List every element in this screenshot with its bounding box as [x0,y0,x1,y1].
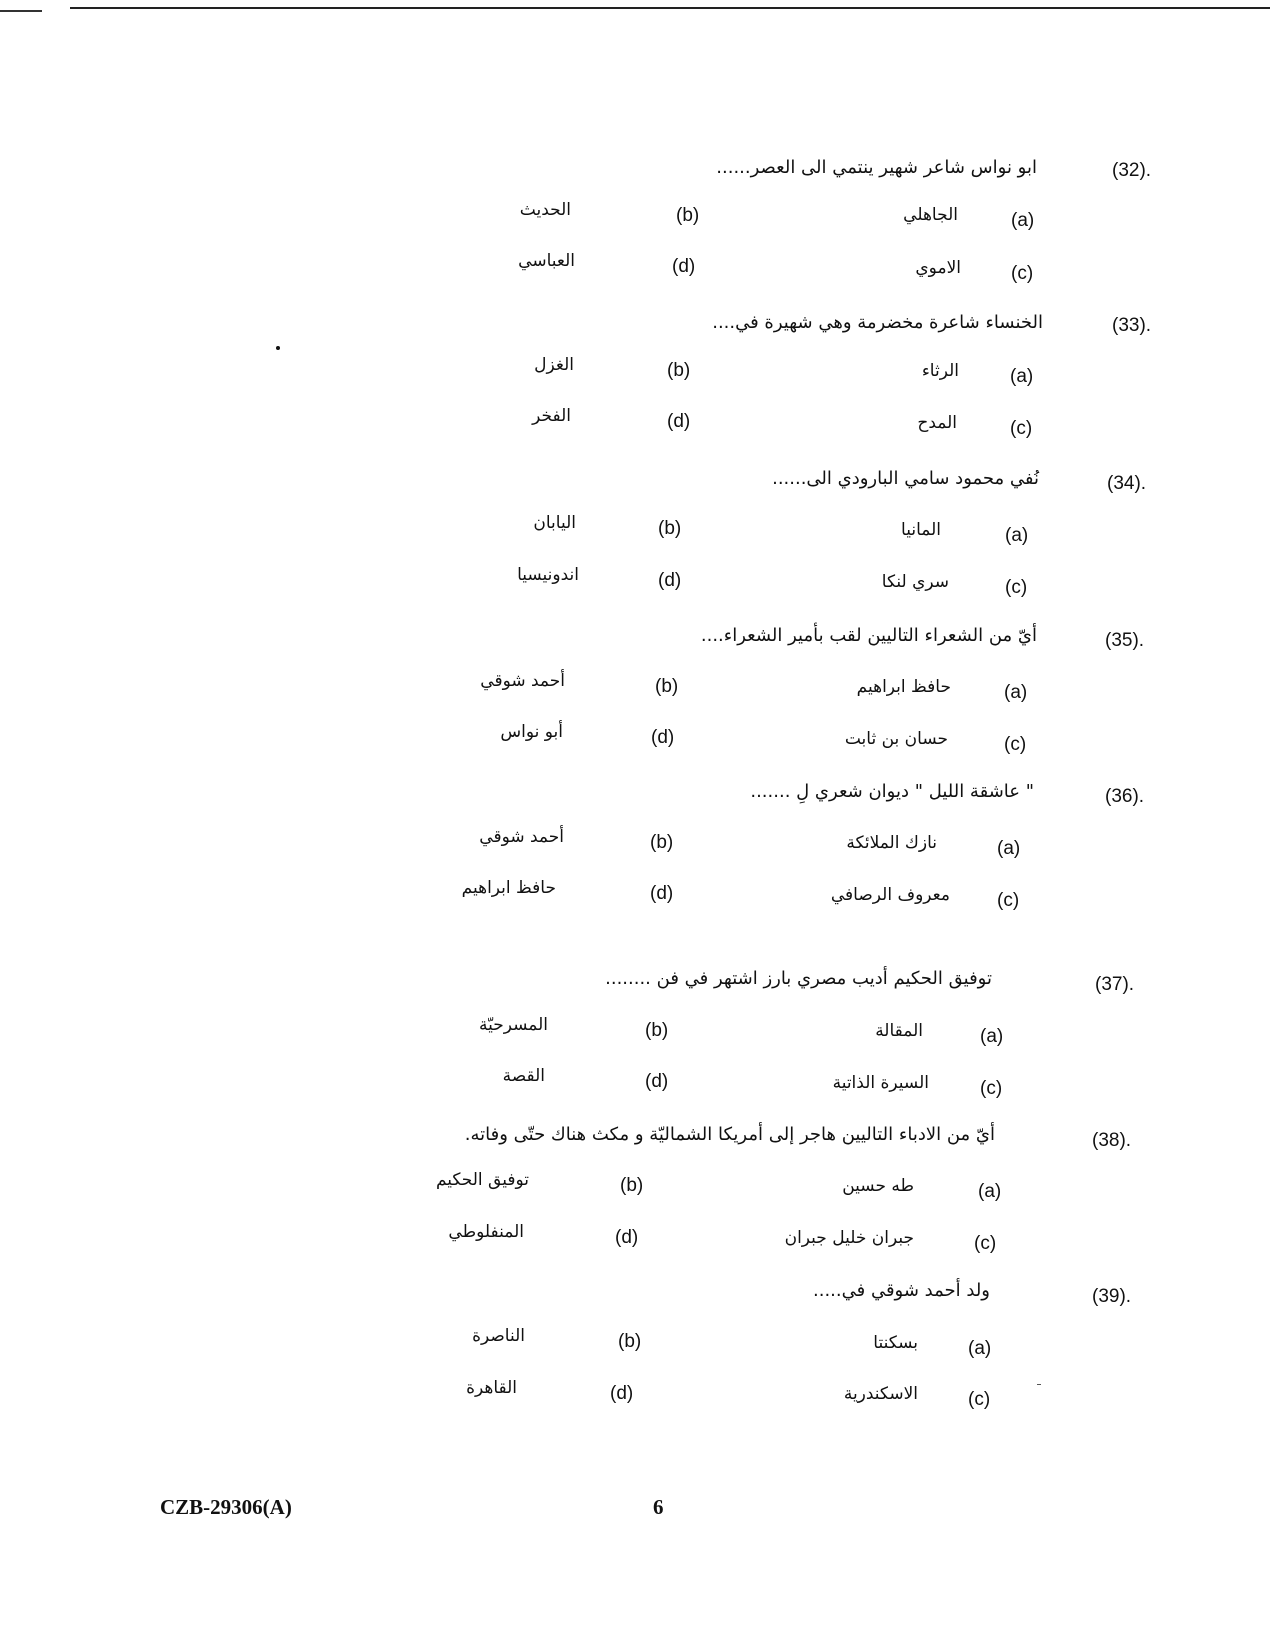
option-b-letter: (b) [658,518,682,539]
option-d-letter: (d) [645,1071,669,1092]
option-d-letter: (d) [615,1227,639,1248]
option-b-letter: (b) [676,205,700,226]
option-b-text: الغزل [534,355,574,375]
question-number: (33). [1112,315,1152,336]
option-d-letter: (d) [650,883,674,904]
question-number: (38). [1092,1130,1132,1151]
question-stem: الخنساء شاعرة مخضرمة وهي شهيرة في.... [712,312,1043,333]
option-c-letter: (c) [1011,263,1034,284]
option-c-letter: (c) [974,1233,997,1254]
option-d-letter: (d) [658,570,682,591]
option-a-text: المقالة [875,1021,923,1041]
option-d-text: المنفلوطي [448,1222,524,1242]
option-b-text: المسرحيّة [478,1015,548,1035]
question-number: (39). [1092,1286,1132,1307]
option-b-letter: (b) [620,1175,644,1196]
scan-speck [1037,1384,1041,1385]
option-a-text: طه حسين [842,1176,914,1196]
option-a-letter: (a) [997,838,1021,859]
question-stem: أيّ من الشعراء التاليين لقب بأمير الشعراء.... [700,625,1037,646]
option-c-text: الاسكندرية [843,1384,918,1404]
option-d-text: حافظ ابراهيم [461,878,556,898]
option-c-text: معروف الرصافي [830,885,950,905]
option-b-letter: (b) [655,676,679,697]
option-a-text: الرثاء [921,361,959,381]
option-a-letter: (a) [980,1026,1004,1047]
question-number: (32). [1112,160,1152,181]
option-d-letter: (d) [651,727,675,748]
option-c-letter: (c) [997,890,1020,911]
question-stem: نُفي محمود سامي البارودي الى...... [772,468,1039,489]
question-number: (36). [1105,786,1145,807]
option-a-text: المانيا [901,520,941,540]
option-b-text: أحمد شوقي [479,827,564,847]
header-rule [70,7,1270,9]
option-b-letter: (b) [645,1020,669,1041]
option-d-text: اندونيسيا [517,565,579,585]
option-b-text: الحديث [519,200,571,220]
question-stem: ولد أحمد شوقي في..... [813,1280,990,1301]
option-c-letter: (c) [1004,734,1027,755]
option-d-text: أبو نواس [500,722,563,742]
option-b-letter: (b) [667,360,691,381]
option-a-letter: (a) [978,1181,1002,1202]
option-b-text: أحمد شوقي [480,671,565,691]
option-a-letter: (a) [1011,210,1035,231]
scan-speck [276,346,280,350]
option-c-text: جبران خليل جبران [784,1228,914,1248]
option-b-letter: (b) [618,1331,642,1352]
option-a-text: بسكنتا [873,1333,918,1353]
question-stem: ابو نواس شاعر شهير ينتمي الى العصر...... [716,157,1037,178]
option-d-letter: (d) [667,411,691,432]
option-d-letter: (d) [672,256,696,277]
question-number: (35). [1105,630,1145,651]
option-a-text: نازك الملائكة [846,833,937,853]
option-b-letter: (b) [650,832,674,853]
option-d-text: العباسي [518,251,575,271]
option-a-letter: (a) [968,1338,992,1359]
question-stem: توفيق الحكيم أديب مصري بارز اشتهر في فن ........ [605,968,992,989]
option-d-text: القاهرة [466,1378,517,1398]
option-c-letter: (c) [980,1078,1003,1099]
option-c-text: سري لنكا [881,572,949,592]
option-d-text: القصة [502,1066,545,1086]
question-stem: " عاشقة الليل " ديوان شعري لِ ....... [750,781,1034,802]
header-rule-left [0,10,42,12]
option-b-text: اليابان [533,513,576,533]
question-stem: أيّ من الادباء التاليين هاجر إلى أمريكا الشماليّة و مكث هناك حتّى وفاته. [464,1124,995,1145]
option-d-text: الفخر [532,406,571,426]
option-c-letter: (c) [1005,577,1028,598]
option-c-text: المدح [917,413,957,433]
paper-code: CZB-29306(A) [160,1495,292,1519]
option-c-letter: (c) [968,1389,991,1410]
option-a-letter: (a) [1010,366,1034,387]
option-b-text: الناصرة [472,1326,525,1346]
option-a-letter: (a) [1004,682,1028,703]
option-a-letter: (a) [1005,525,1029,546]
option-c-text: الاموي [915,258,961,278]
option-c-text: حسان بن ثابت [844,729,948,749]
option-d-letter: (d) [610,1383,634,1404]
option-a-text: الجاهلي [903,205,958,225]
page-number: 6 [653,1495,664,1519]
option-c-letter: (c) [1010,418,1033,439]
question-number: (34). [1107,473,1147,494]
question-number: (37). [1095,974,1135,995]
option-c-text: السيرة الذاتية [832,1073,929,1093]
option-a-text: حافظ ابراهيم [856,677,951,697]
option-b-text: توفيق الحكيم [435,1170,529,1190]
